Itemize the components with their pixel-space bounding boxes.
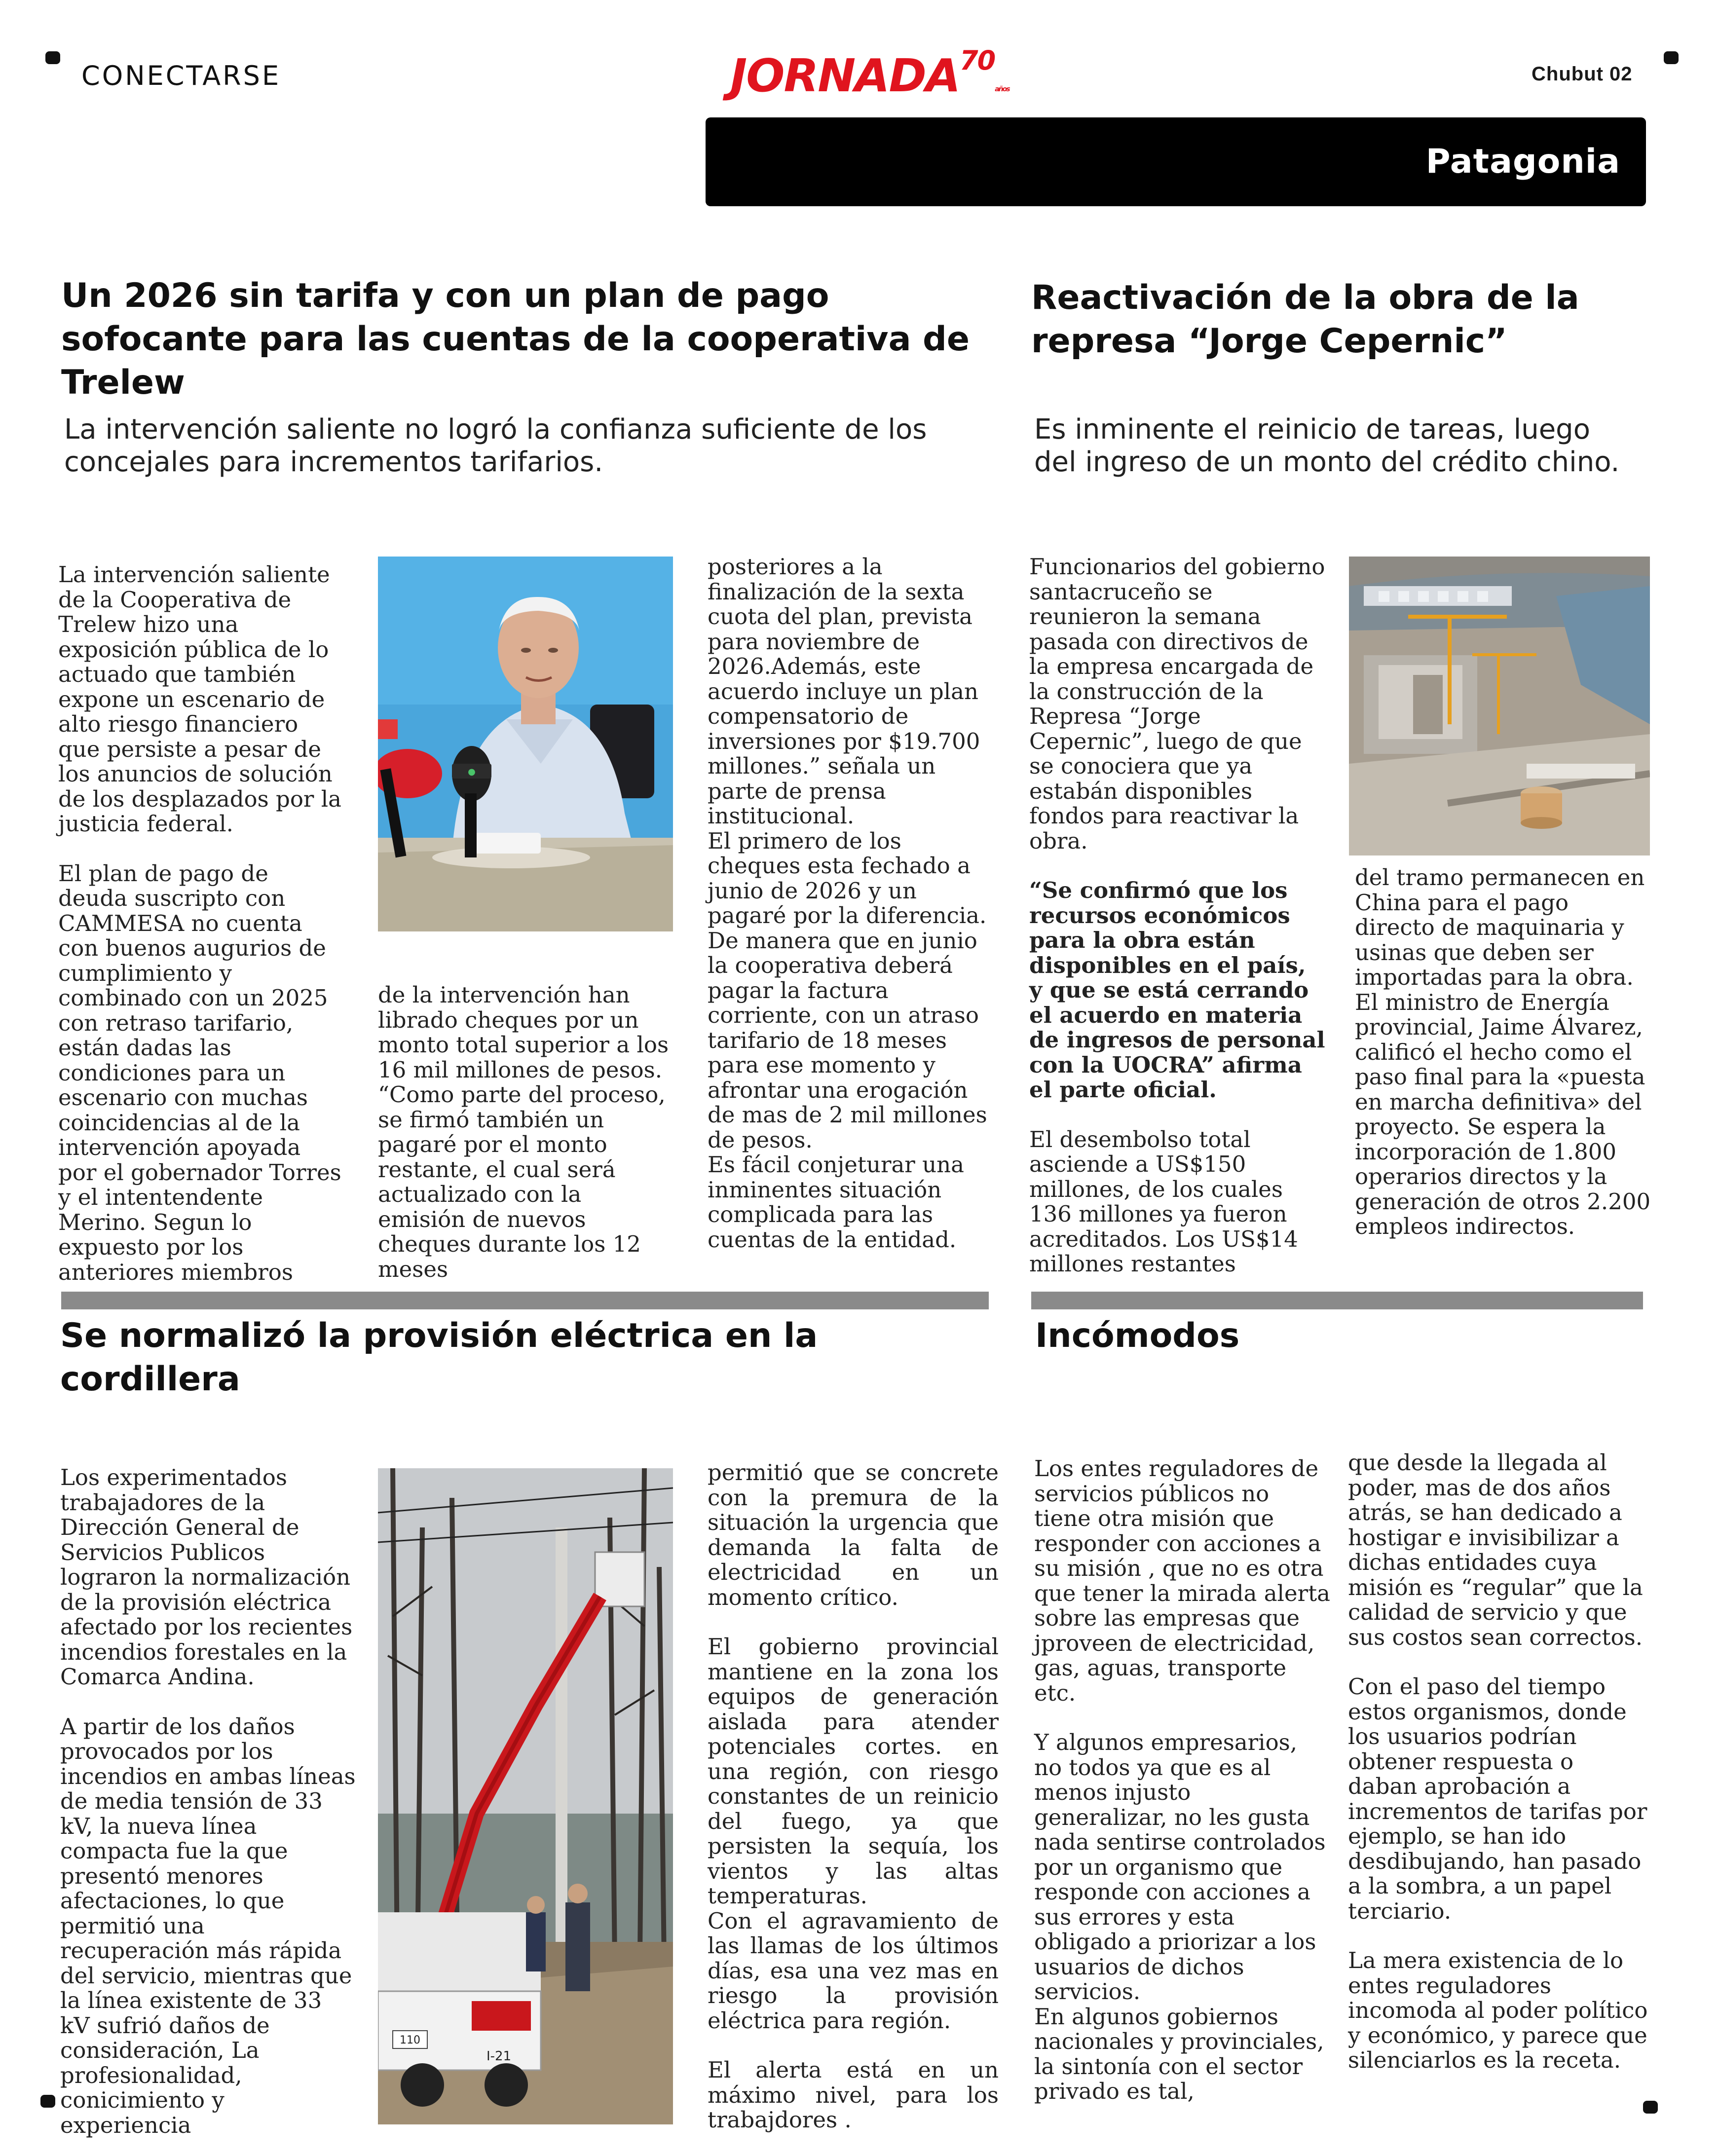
- cordillera-col1-paragraph: A partir de los daños provocados por los incendios en ambas líneas de media tensión de 33 kV, la nueva línea compacta fue la que presentó menores afectaciones, lo que permitió una recuperación más rápida del servicio, mientras que la línea existente de 33 kV sufrió daños de consideración, La profesionalidad, conicimiento y experiencia: [60, 1713, 356, 2138]
- cordillera-col3-paragraph: El alerta está en un máximo nivel, para los trabajdores .: [708, 2057, 999, 2133]
- photo-dam-construction: [1349, 557, 1650, 855]
- trelew-col1-paragraph: El plan de pago de deuda suscripto con CAMMESA no cuenta con buenos augurios de cumplimiento y combinado con un 2025 con retraso tarifario, están dadas las condiciones para un escenario con muchas coincidencias al de la intervención apoyada por el gobernador Torres y el intentendente Merino. Segun lo expuesto por los anteriores miembros: [58, 860, 341, 1285]
- truck-label: I-21: [486, 2049, 512, 2064]
- brand-logo: CONECTARSE: [81, 60, 281, 91]
- trelew-col2-paragraph: “Como parte del proceso, se firmó también un pagaré por el monto restante, el cual será actualizado con la emisión de nuevos cheques durante los 12 meses: [378, 1081, 666, 1282]
- trelew-col3-paragraph: El primero de los cheques esta fechado a junio de 2026 y un pagaré por la diferencia.: [708, 827, 987, 929]
- trelew-col3-paragraph: Es fácil conjeturar una inminentes situación complicada para las cuentas de la entidad.: [708, 1152, 964, 1253]
- photo-press-conference: [378, 557, 673, 931]
- cepernic-col2-paragraph: del tramo permanecen en China para el pago directo de maquinaria y usinas que deben ser importadas para la obra. El ministro de Energía provincial, Jaime Álvarez, calificó el hecho como el paso final para la «puesta en marcha definitiva» del proyecto. Se espera la incorporación de 1.800 operarios directos y la generación de otros 2.200 empleos indirectos.: [1355, 864, 1651, 1239]
- headline-incomodos: Incómodos: [1035, 1316, 1240, 1355]
- incomodos-col2-paragraph: que desde la llegada al poder, mas de dos años atrás, se han dedicado a hostigar e invisibilizar a dichas entidades cuya misión es “regular” que la calidad de servicio y que sus costos sean correctos.: [1348, 1450, 1643, 1650]
- masthead-logo: [730, 45, 1009, 102]
- section-label: Patagonia: [1425, 142, 1620, 181]
- cepernic-col1-paragraph: Funcionarios del gobierno santacruceño se reunieron la semana pasada con directivos de la empresa encargada de la construcción de la Represa “Jorge Cepernic”, luego de que se conociera que ya estabán disponibles fondos para reactivar la obra.: [1029, 554, 1325, 854]
- lead-trelew: La intervención saliente no logró la confianza suficiente de los concejales para incrementos tarifarios.: [64, 413, 927, 478]
- cepernic-column-2: [1355, 865, 1651, 1239]
- cordillera-column-1: [60, 1465, 356, 2138]
- cepernic-col1-paragraph: “Se confirmó que los recursos económicos para la obra están disponibles en el país, y que se está cerrando el acuerdo en materia de ingresos de personal con la UOCRA” afirma el parte oficial.: [1029, 877, 1325, 1103]
- cordillera-column-3: [708, 1460, 999, 2133]
- trelew-column-2: [378, 983, 674, 1282]
- trelew-col3-paragraph: De manera que en junio la cooperativa deberá pagar la factura corriente, con un atraso tarifario de 18 meses para ese momento y afrontar una erogación de mas de 2 mil millones de pesos.: [708, 927, 987, 1153]
- incomodos-col1-paragraph: Y algunos empresarios, no todos ya que es al menos injusto generalizar, no les gusta nada sentirse controlados por un organismo que responde con acciones a sus errores y esta obligado a priorizar a los usuarios de dichos servicios.: [1034, 1729, 1326, 2005]
- section-divider-left: [61, 1292, 989, 1309]
- incomodos-column-2: [1348, 1450, 1649, 2073]
- incomodos-col2-paragraph: La mera existencia de lo entes reguladores incomoda al poder político y económico, y parece que silenciarlos es la receta.: [1348, 1947, 1648, 2073]
- trelew-col3-paragraph: posteriores a la finalización de la sexta cuota del plan, prevista para noviembre de 2026.Además, este acuerdo incluye un plan compensatorio de inversiones por $19.700 millones.” señala un parte de prensa institucional.: [708, 554, 980, 829]
- cordillera-col3-paragraph: permitió que se concrete con la premura de la situación la urgencia que demanda la falta de electricidad en un momento crítico.: [708, 1459, 999, 1610]
- trelew-column-1: [58, 562, 344, 1285]
- section-banner: [706, 117, 1646, 206]
- headline-trelew: Un 2026 sin tarifa y con un plan de pago sofocante para las cuentas de la cooperativa de Trelew: [61, 276, 970, 402]
- trelew-col1-paragraph: La intervención saliente de la Cooperativa de Trelew hizo una exposición pública de lo actuado que también expone un escenario de alto riesgo financiero que persiste a pesar de los anuncios de solución de los desplazados por la justicia federal.: [58, 561, 341, 837]
- headline-cepernic: Reactivación de la obra de la represa “Jorge Cepernic”: [1031, 278, 1579, 361]
- corner-mark-top-right: [1664, 51, 1679, 64]
- incomodos-col2-paragraph: Con el paso del tiempo estos organismos, donde los usuarios podrían obtener respuesta o daban aprobación a incrementos de tarifas por ejemplo, se han ido desdibujando, han pasado a la sombra, a un papel terciario.: [1348, 1673, 1647, 1924]
- cordillera-col3-paragraph: Con el agravamiento de las llamas de los últimos días, esa una vez mas en riesgo la provisión eléctrica para región.: [708, 1907, 999, 2034]
- masthead-title: JORNADA: [730, 49, 960, 102]
- headline-cordillera: Se normalizó la provisión eléctrica en la cordillera: [60, 1316, 818, 1399]
- trelew-column-3: [708, 555, 999, 1252]
- trelew-col2-paragraph: de la intervención han librado cheques por un monto total superior a los 16 mil millones de pesos.: [378, 982, 669, 1083]
- cordillera-col1-paragraph: Los experimentados trabajadores de la Dirección General de Servicios Publicos lograron la normalización de la provisión eléctrica afectado por los recientes incendios forestales en la Comarca Andina.: [60, 1464, 353, 1690]
- lead-cepernic: Es inminente el reinicio de tareas, luego del ingreso de un monto del crédito chino.: [1034, 413, 1620, 478]
- incomodos-col1-paragraph: En algunos gobiernos nacionales y provinciales, la sintonía con el sector privado es tal,: [1034, 2003, 1324, 2104]
- page-reference: Chubut 02: [1532, 63, 1633, 85]
- corner-mark-bottom-right: [1643, 2101, 1658, 2114]
- incomodos-col1-paragraph: Los entes reguladores de servicios públicos no tiene otra misión que responder con acciones a su misión , que no es otra que tener la mirada alerta sobre las empresas que jproveen de electricidad, gas, aguas, transporte etc.: [1034, 1455, 1331, 1706]
- corner-mark-top-left: [45, 51, 60, 64]
- corner-mark-bottom-left: [40, 2095, 55, 2108]
- masthead-years: años: [995, 85, 1009, 93]
- photo-electric-repair: [378, 1468, 673, 2124]
- cepernic-column-1: [1029, 555, 1325, 1277]
- section-divider-right: [1031, 1292, 1643, 1309]
- masthead-anniversary: 70: [960, 45, 995, 76]
- cordillera-col3-paragraph: El gobierno provincial mantiene en la zona los equipos de generación aislada para atender potenciales cortes. en una región, con riesgo constantes de un reinicio del fuego, ya que persisten la sequía, los vientos y las altas temperaturas.: [708, 1634, 999, 1909]
- incomodos-column-1: [1034, 1456, 1330, 2104]
- cepernic-col1-paragraph: El desembolso total asciende a US$150 millones, de los cuales 136 millones ya fueron acreditados. Los US$14 millones restantes: [1029, 1126, 1298, 1277]
- truck-plate: 110: [400, 2034, 420, 2046]
- svg-text:●: ●: [468, 767, 476, 777]
